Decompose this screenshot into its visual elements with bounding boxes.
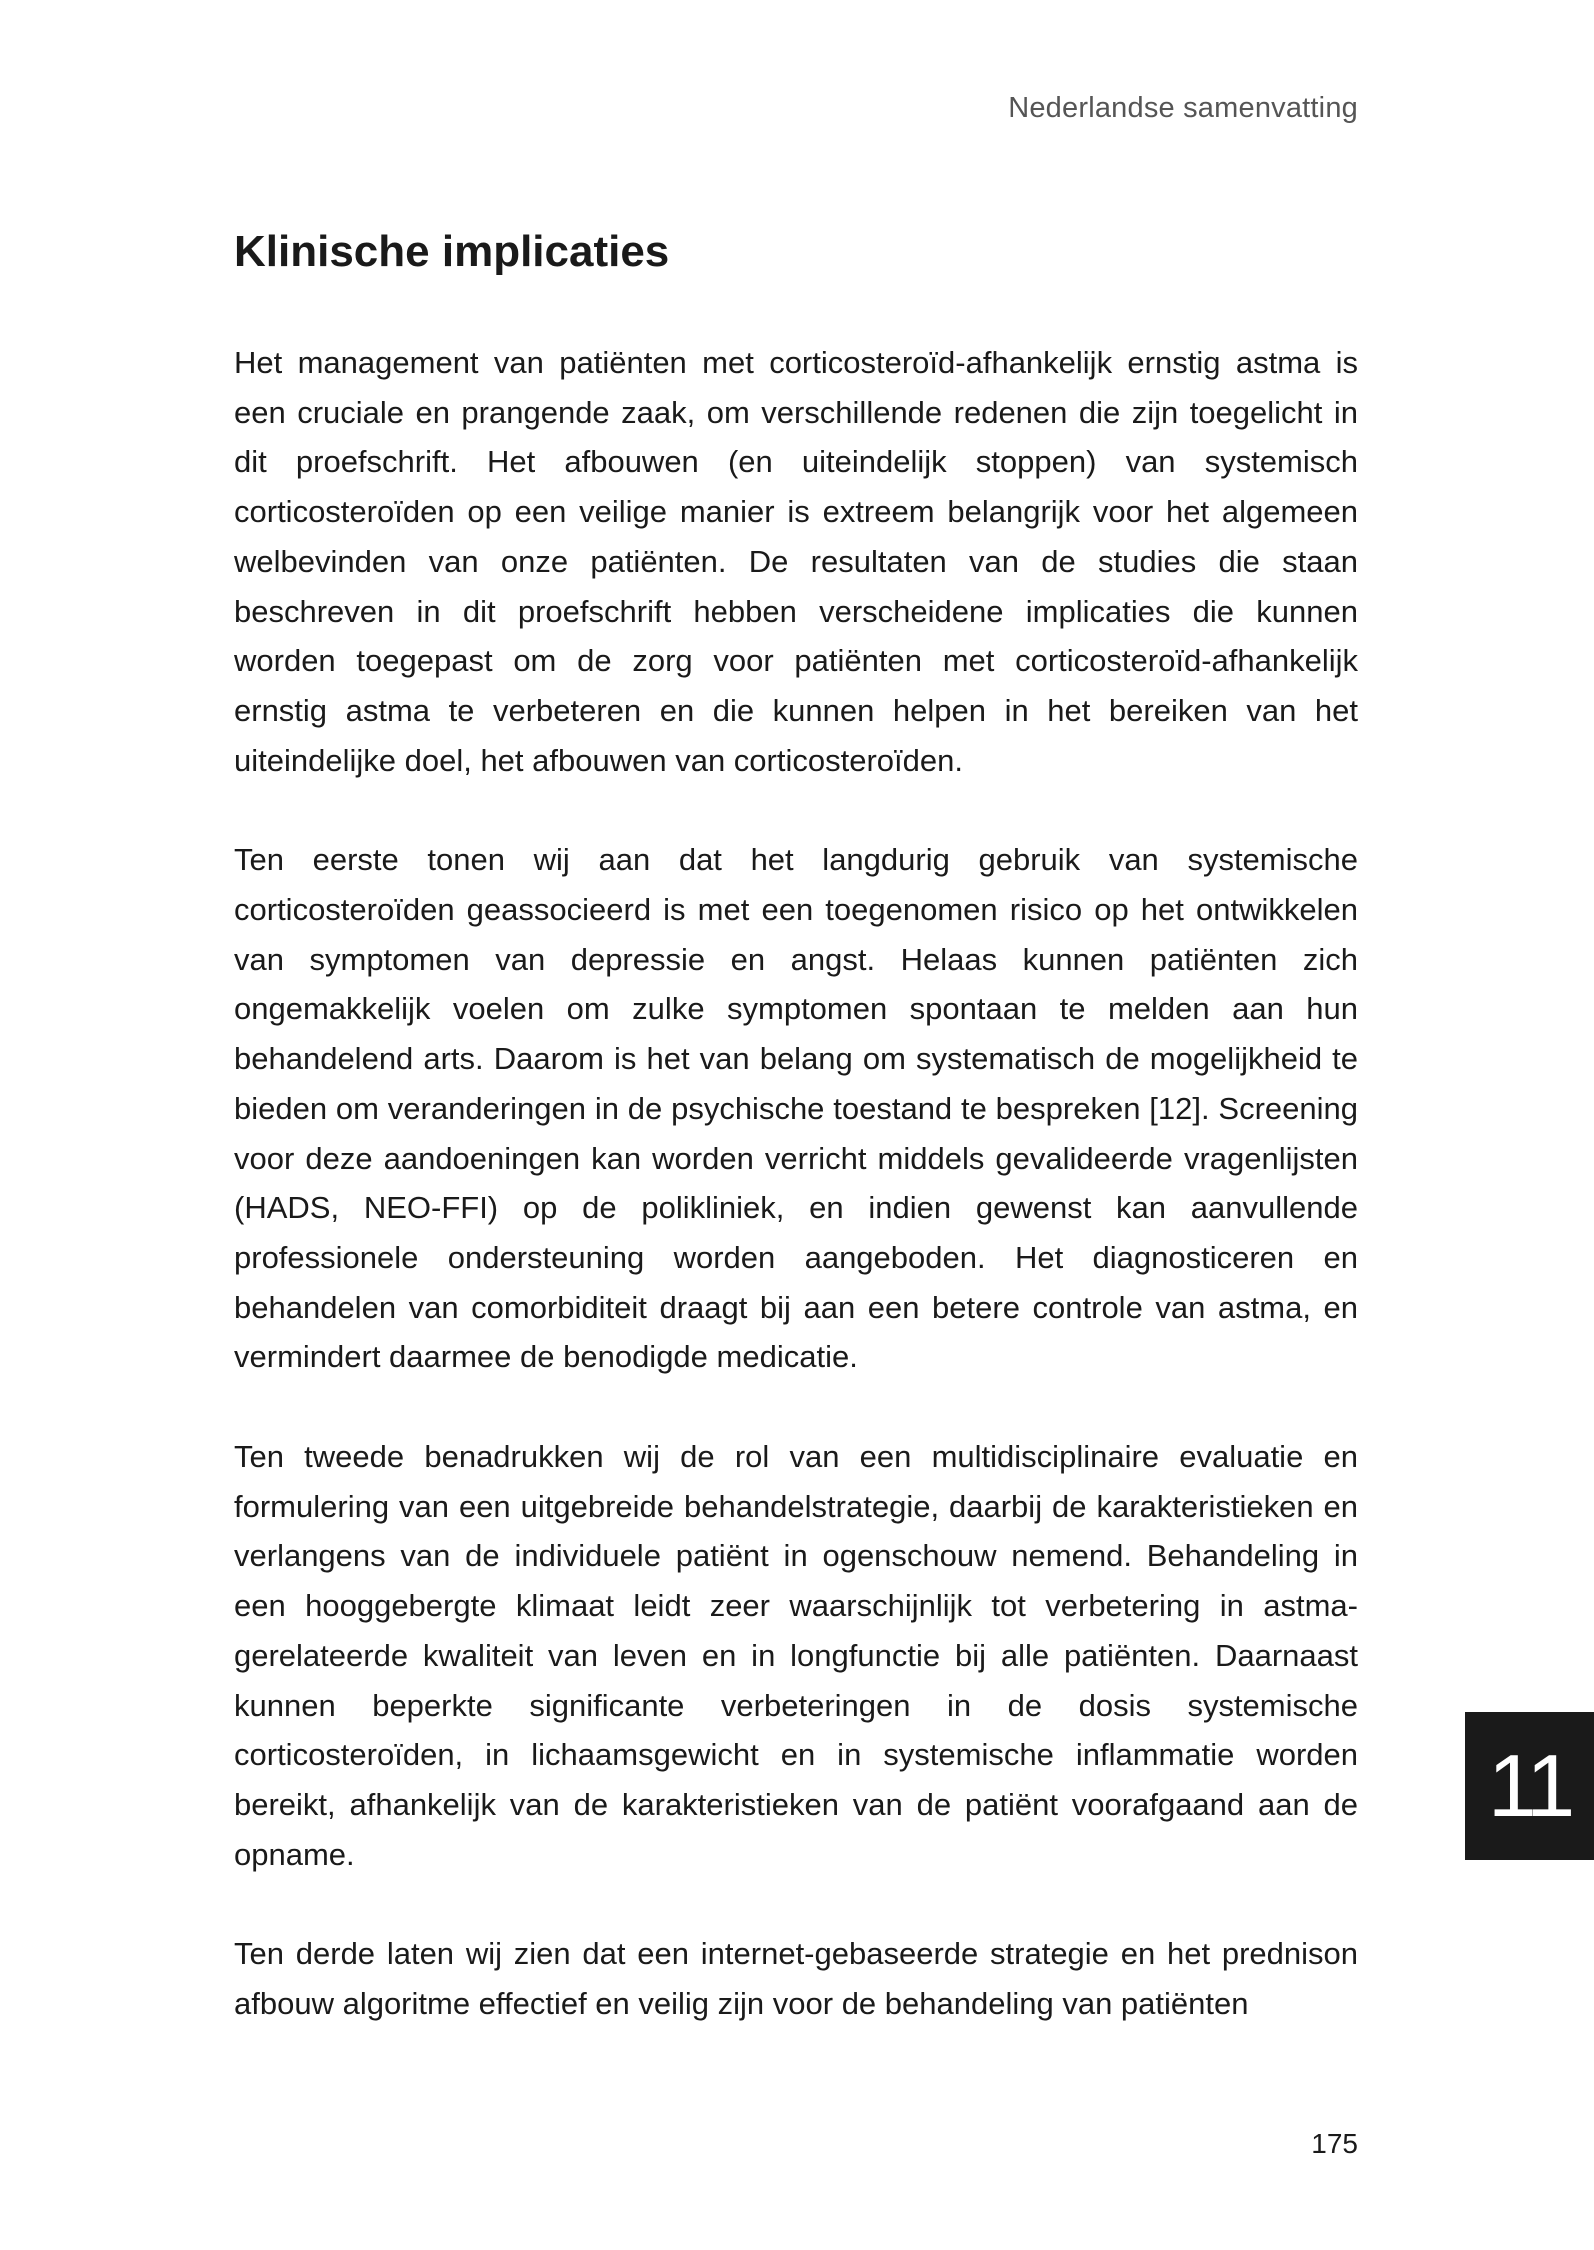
body-paragraph-4: Ten derde laten wij zien dat een internet-gebaseerde strategie en het prednison afbouw algoritme effectief en veilig zijn voor de behandeling van patiënten	[234, 1936, 1358, 2022]
page-number: 175	[1311, 2128, 1358, 2159]
chapter-number: 11	[1487, 1736, 1572, 1835]
chapter-tab	[1465, 1712, 1594, 1860]
body-paragraph-3: Ten tweede benadrukken wij de rol van een multidisciplinaire evaluatie en formulering van een uitgebreide behandelstrategie, daarbij de karakteristieken en verlangens van de individuele patiënt in ogenschouw nemend. Behandeling in een hooggebergte klimaat leidt zeer waarschijnlijk tot verbetering in astma-gerelateerde kwaliteit van leven en in longfunctie bij alle patiënten. Daarnaast kunnen beperkte significante verbeteringen in de dosis systemische corticosteroïden, in lichaamsgewicht en in systemische inflammatie worden bereikt, afhankelijk van de karakteristieken van de patiënt voorafgaand aan de opname.	[234, 1439, 1358, 1872]
section-heading: Klinische implicaties	[234, 227, 670, 276]
running-header: Nederlandse samenvatting	[1008, 92, 1358, 124]
body-paragraph-2: Ten eerste tonen wij aan dat het langdurig gebruik van systemische corticosteroïden geassocieerd is met een toegenomen risico op het ontwikkelen van symptomen van depressie en angst. Helaas kunnen patiënten zich ongemakkelijk voelen om zulke symptomen spontaan te melden aan hun behandelend arts. Daarom is het van belang om systematisch de mogelijkheid te bieden om veranderingen in de psychische toestand te bespreken [12]. Screening voor deze aandoeningen kan worden verricht middels gevalideerde vragenlijsten (HADS, NEO-FFI) op de polikliniek, en indien gewenst kan aanvullende professionele ondersteuning worden aangeboden. Het diagnosticeren en behandelen van comorbiditeit draagt bij aan een betere controle van astma, en vermindert daarmee de benodigde medicatie.	[234, 842, 1358, 1375]
body-paragraph-1: Het management van patiënten met corticosteroïd-afhankelijk ernstig astma is een cruciale en prangende zaak, om verschillende redenen die zijn toegelicht in dit proefschrift. Het afbouwen (en uiteindelijk stoppen) van systemisch corticosteroïden op een veilige manier is extreem belangrijk voor het algemeen welbevinden van onze patiënten. De resultaten van de studies die staan beschreven in dit proefschrift hebben verscheidene implicaties die kunnen worden toegepast om de zorg voor patiënten met corticosteroïd-afhankelijk ernstig astma te verbeteren en die kunnen helpen in het bereiken van het uiteindelijke doel, het afbouwen van corticosteroïden.	[234, 345, 1358, 778]
page-content	[234, 222, 1358, 2079]
